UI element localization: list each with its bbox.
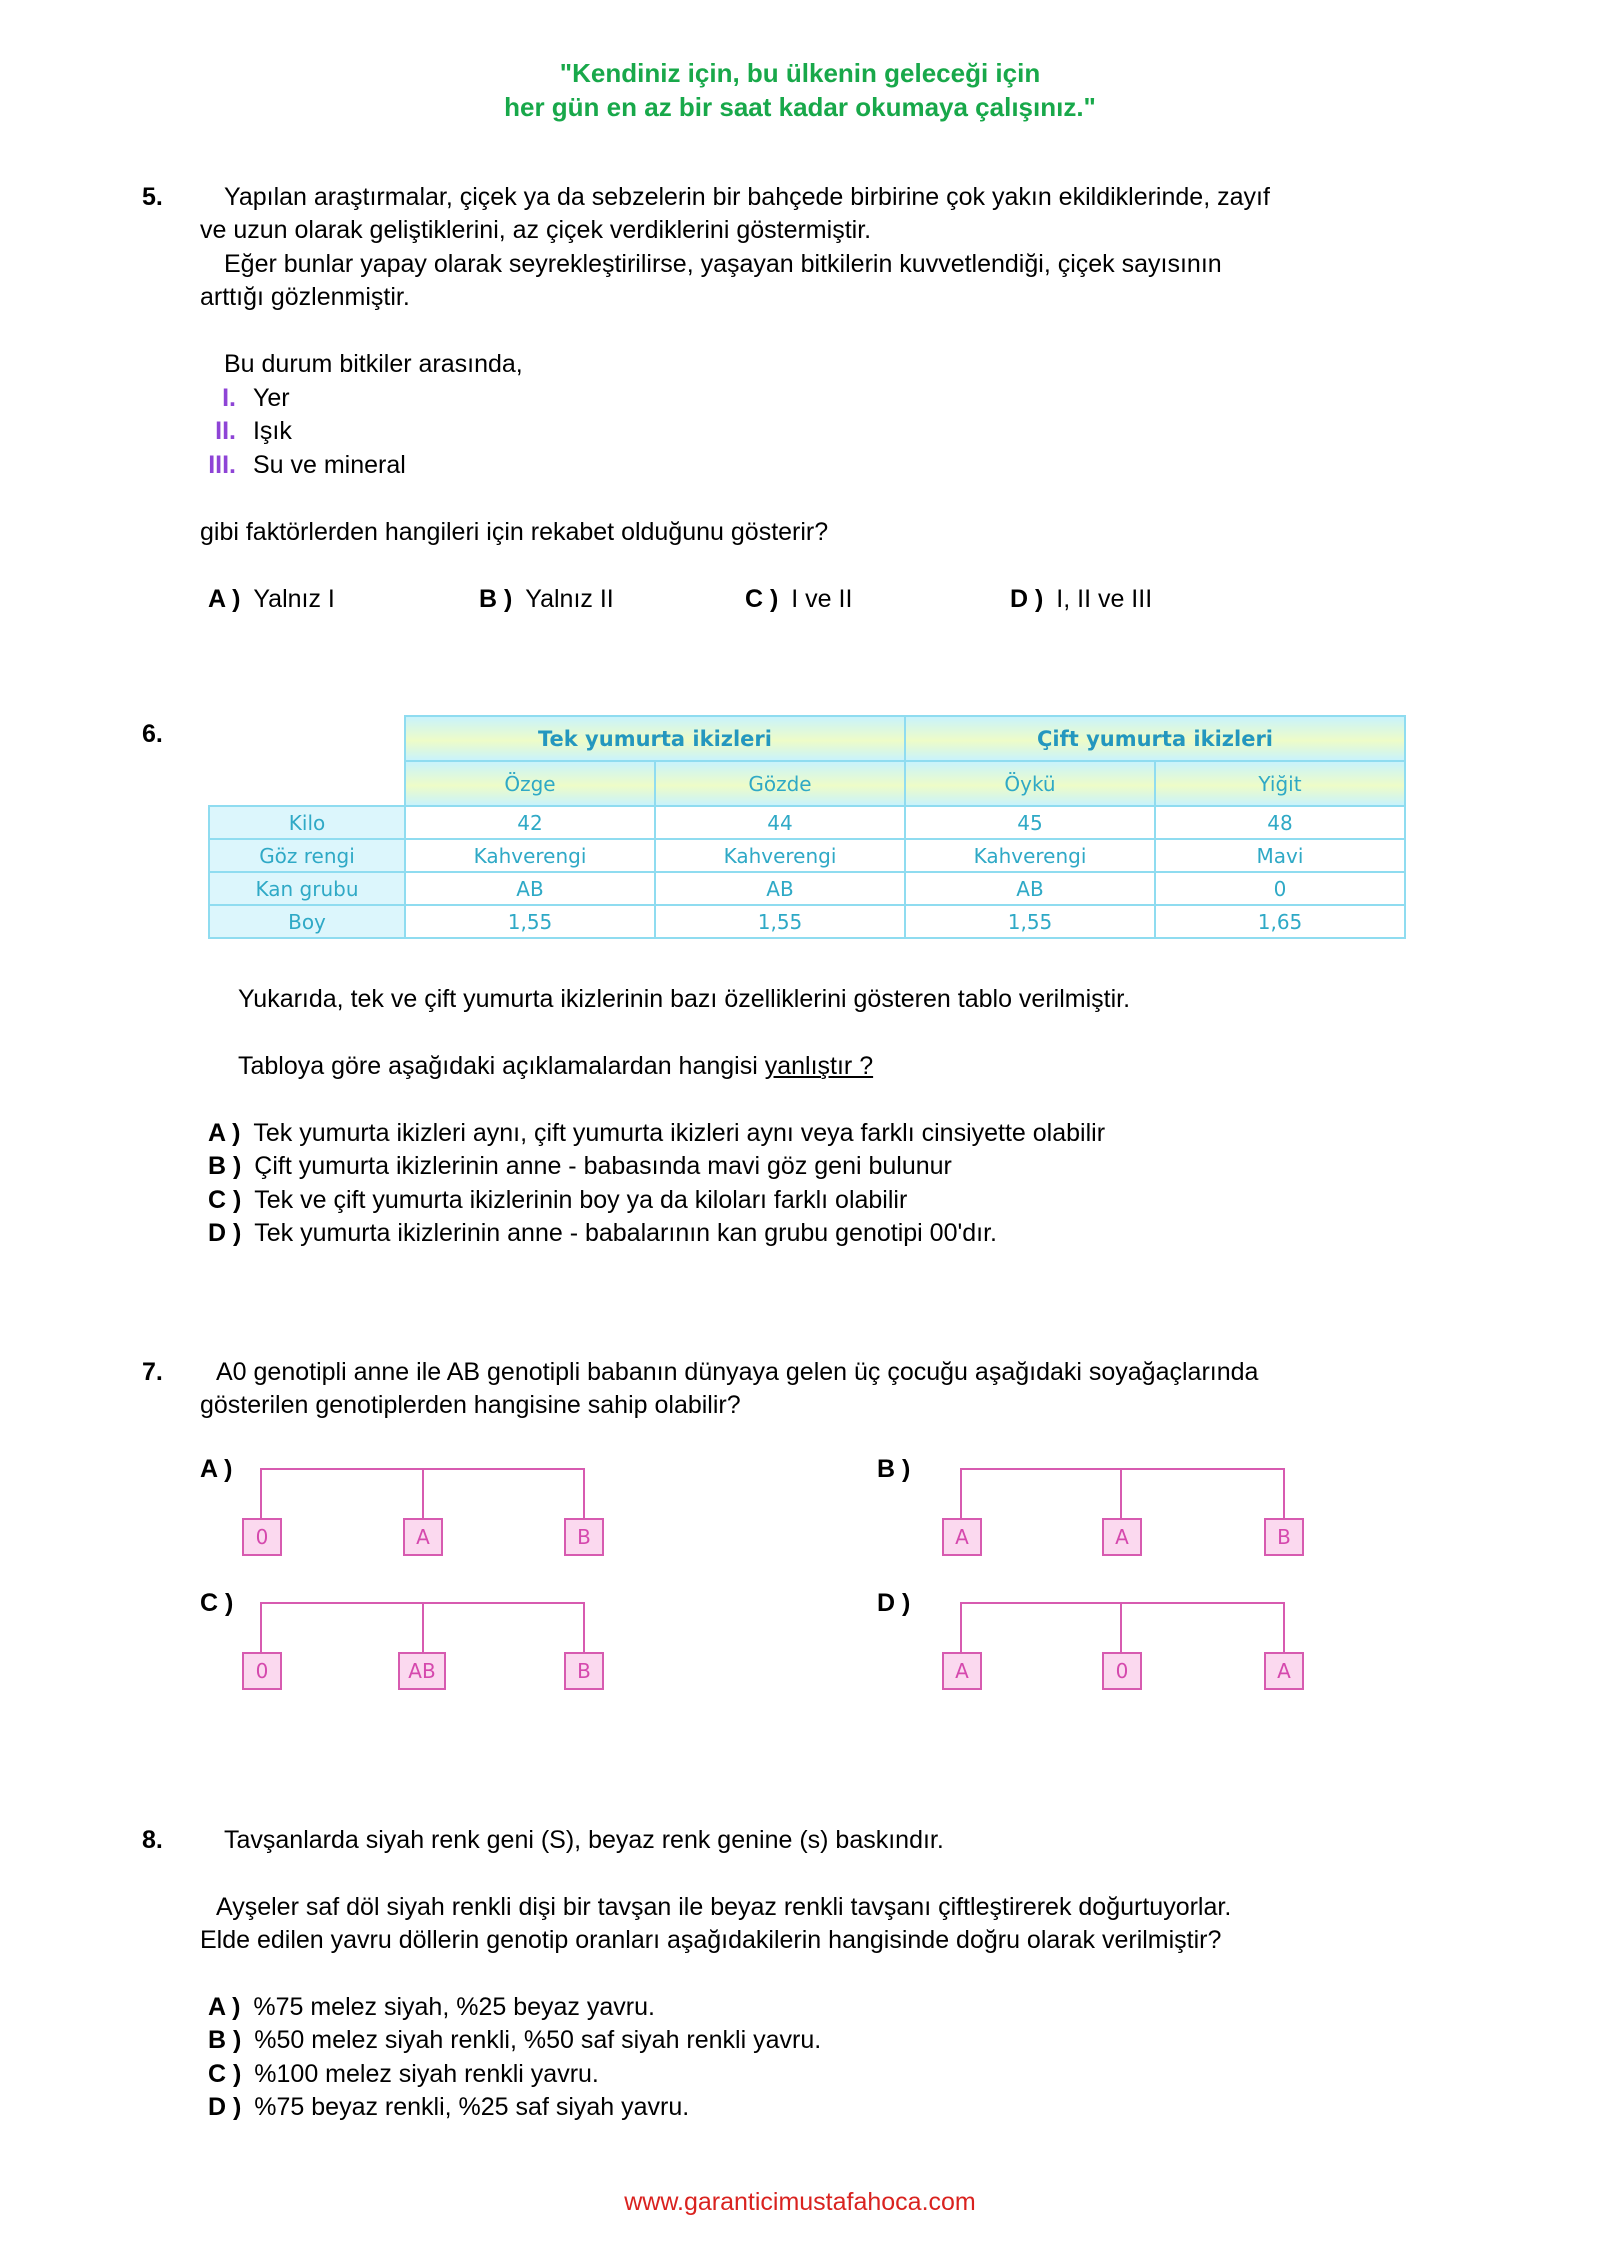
roman-numeral: III. [208,451,236,479]
table-cell: AB [405,872,655,905]
child-genotype-box: B [1264,1518,1304,1556]
pedigree-branch [960,1468,962,1518]
table-cell: Kahverengi [905,839,1155,872]
question-6-number: 6. [142,720,163,748]
pedigree-a[interactable] [240,1468,612,1588]
table-row [209,806,1405,839]
option-text: Yalnız I [253,585,335,613]
q5-item-1 [204,384,290,413]
table-cell: 42 [405,806,655,839]
table-cell: 1,65 [1155,905,1405,938]
row-label: Kilo [209,806,405,839]
question-7-number: 7. [142,1358,163,1386]
q7-option-d-letter[interactable]: D ) [877,1589,911,1617]
pedigree-branch [422,1602,424,1652]
q7-line1: A0 genotipli anne ile AB genotipli babanın dünyaya gelen üç çocuğu aşağıdaki soyağaçlarında [216,1358,1259,1386]
pedigree-branch [1120,1468,1122,1518]
pedigree-parent-line [960,1602,1285,1604]
child-genotype-box: AB [398,1652,446,1690]
table-cell: 48 [1155,806,1405,839]
pedigree-branch [422,1468,424,1518]
q6-option-b[interactable] [208,1152,952,1181]
q5-lead: Bu durum bitkiler arasında, [224,350,523,378]
table-row [209,905,1405,938]
option-letter: C ) [208,2060,242,2088]
q5-question: gibi faktörlerden hangileri için rekabet olduğunu gösterir? [200,518,829,546]
q6-option-a[interactable] [208,1119,1105,1148]
option-letter: D ) [208,2093,242,2121]
q5-option-a[interactable] [208,585,335,614]
table-cell: 1,55 [905,905,1155,938]
table-cell: AB [655,872,905,905]
q5-item-2 [204,417,292,446]
option-letter: A ) [208,1119,241,1147]
group-header-identical: Tek yumurta ikizleri [405,716,905,761]
table-cell: Kahverengi [405,839,655,872]
q8-line1: Tavşanlarda siyah renk geni (S), beyaz renk genine (s) baskındır. [224,1826,944,1854]
q8-option-b[interactable] [208,2026,821,2055]
option-text: I, II ve III [1056,585,1153,613]
table-row [209,839,1405,872]
q6-option-d[interactable] [208,1219,997,1248]
child-genotype-box: 0 [1102,1652,1142,1690]
table-cell: 44 [655,806,905,839]
option-text: %50 melez siyah renkli, %50 saf siyah renkli yavru. [254,2026,822,2054]
pedigree-parent-line [960,1468,1285,1470]
pedigree-branch [260,1468,262,1518]
q6-caption: Yukarıda, tek ve çift yumurta ikizlerinin bazı özelliklerini gösteren tablo verilmiştir. [238,985,1131,1013]
option-text: %75 beyaz renkli, %25 saf siyah yavru. [254,2093,690,2121]
table-cell: 45 [905,806,1155,839]
table-cell: 1,55 [405,905,655,938]
name-header: Gözde [655,761,905,806]
pedigree-branch [1283,1602,1285,1652]
table-cell: Kahverengi [655,839,905,872]
option-text: I ve II [791,585,853,613]
q5-item-text: Yer [252,384,290,412]
q7-option-b-letter[interactable]: B ) [877,1455,911,1483]
q8-option-c[interactable] [208,2060,599,2089]
name-header: Öykü [905,761,1155,806]
child-genotype-box: B [564,1652,604,1690]
table-corner [209,716,405,761]
q7-option-a-letter[interactable]: A ) [200,1455,233,1483]
option-letter: A ) [208,1993,241,2021]
q5-paragraph1-line1: Yapılan araştırmalar, çiçek ya da sebzelerin bir bahçede birbirine çok yakın ekildiklerinde, zayıf [224,183,1270,211]
name-header: Yiğit [1155,761,1405,806]
table-cell: 1,55 [655,905,905,938]
option-text: Tek ve çift yumurta ikizlerinin boy ya da kiloları farklı olabilir [254,1186,908,1214]
twins-table [208,715,1406,939]
q6-option-c[interactable] [208,1186,907,1215]
q5-option-b[interactable] [479,585,614,614]
child-genotype-box: B [564,1518,604,1556]
row-label: Boy [209,905,405,938]
child-genotype-box: A [403,1518,443,1556]
name-header: Özge [405,761,655,806]
q8-line3: Elde edilen yavru döllerin genotip oranları aşağıdakilerin hangisinde doğru olarak verilmiştir? [200,1926,1222,1954]
option-letter: C ) [208,1186,242,1214]
table-corner [209,761,405,806]
motto-line-1: "Kendiniz için, bu ülkenin geleceği için [559,58,1041,88]
table-cell: AB [905,872,1155,905]
option-letter: A ) [208,585,241,613]
q6-question-emphasis: yanlıştır ? [764,1052,874,1080]
pedigree-b[interactable] [940,1468,1312,1588]
child-genotype-box: A [1102,1518,1142,1556]
motto-line-2: her gün en az bir saat kadar okumaya çalışınız." [504,92,1096,122]
pedigree-d[interactable] [940,1602,1312,1722]
option-letter: D ) [208,1219,242,1247]
option-text: Çift yumurta ikizlerinin anne - babasında mavi göz geni bulunur [254,1152,952,1180]
q6-question [238,1052,873,1081]
q5-paragraph2-line1: Eğer bunlar yapay olarak seyrekleştirilirse, yaşayan bitkilerin kuvvetlendiği, çiçek sayısının [224,250,1222,278]
q5-item-text: Işık [252,417,292,445]
pedigree-branch [260,1602,262,1652]
child-genotype-box: A [942,1652,982,1690]
child-genotype-box: 0 [242,1652,282,1690]
question-5-number: 5. [142,183,163,211]
pedigree-c[interactable] [240,1602,612,1722]
q8-option-d[interactable] [208,2093,689,2122]
q7-line2: gösterilen genotiplerden hangisine sahip olabilir? [200,1391,741,1419]
pedigree-branch [1120,1602,1122,1652]
table-cell: 0 [1155,872,1405,905]
option-text: Tek yumurta ikizlerinin anne - babalarının kan grubu genotipi 00'dır. [254,1219,997,1247]
q6-question-prefix: Tabloya göre aşağıdaki açıklamalardan hangisi [238,1052,758,1080]
child-genotype-box: 0 [242,1518,282,1556]
option-letter: C ) [745,585,779,613]
child-genotype-box: A [1264,1652,1304,1690]
option-text: Yalnız II [525,585,614,613]
table-row [209,872,1405,905]
q8-line2: Ayşeler saf döl siyah renkli dişi bir tavşan ile beyaz renkli tavşanı çiftleştirerek doğurtuyorlar. [216,1893,1232,1921]
option-letter: B ) [479,585,513,613]
q5-item-text: Su ve mineral [252,451,406,479]
q5-option-d[interactable] [1010,585,1152,614]
table-cell: Mavi [1155,839,1405,872]
option-text: Tek yumurta ikizleri aynı, çift yumurta ikizleri aynı veya farklı cinsiyette olabilir [253,1119,1106,1147]
child-genotype-box: A [942,1518,982,1556]
option-text: %75 melez siyah, %25 beyaz yavru. [253,1993,655,2021]
row-label: Göz rengi [209,839,405,872]
roman-numeral: I. [222,384,236,412]
q5-item-3 [204,451,406,480]
pedigree-branch [1283,1468,1285,1518]
option-letter: D ) [1010,585,1044,613]
group-header-fraternal: Çift yumurta ikizleri [905,716,1405,761]
q7-option-c-letter[interactable]: C ) [200,1589,234,1617]
q5-paragraph2-line2: arttığı gözlenmiştir. [200,283,410,311]
q5-option-c[interactable] [745,585,852,614]
option-letter: B ) [208,1152,242,1180]
pedigree-branch [583,1602,585,1652]
question-8-number: 8. [142,1826,163,1854]
option-text: %100 melez siyah renkli yavru. [254,2060,599,2088]
q8-option-a[interactable] [208,1993,655,2022]
pedigree-branch [583,1468,585,1518]
option-letter: B ) [208,2026,242,2054]
footer-website-link[interactable]: www.garanticimustafahoca.com [624,2188,976,2216]
row-label: Kan grubu [209,872,405,905]
roman-numeral: II. [215,417,236,445]
pedigree-branch [960,1602,962,1652]
q5-paragraph1-line2: ve uzun olarak geliştiklerini, az çiçek verdiklerini göstermiştir. [200,216,872,244]
